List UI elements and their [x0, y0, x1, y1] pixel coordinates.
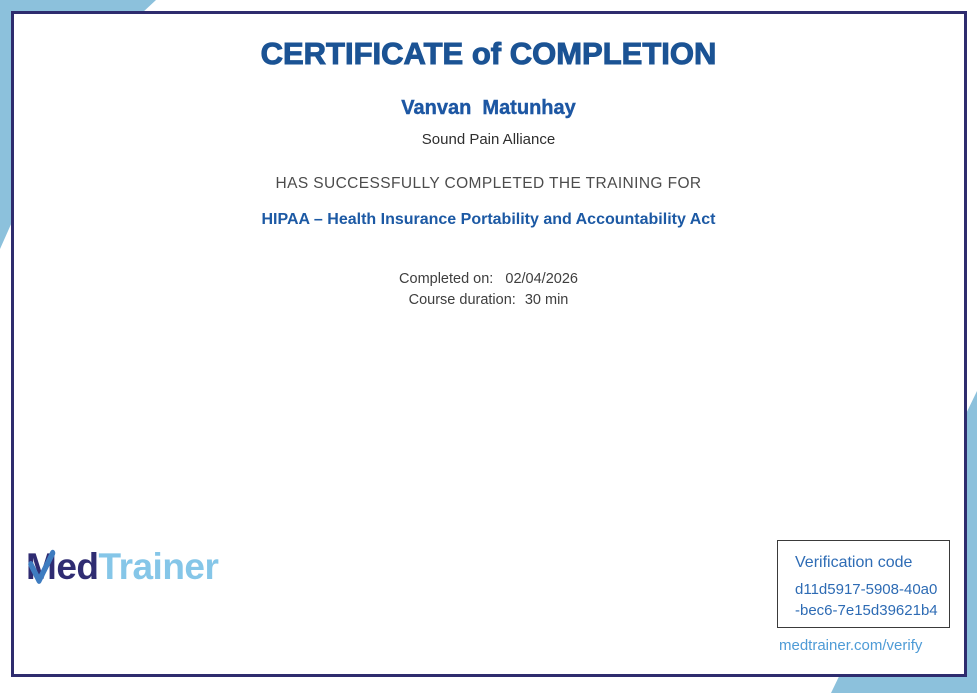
verification-code-box	[777, 540, 950, 628]
recipient-name: Vanvan Matunhay	[401, 97, 576, 119]
medtrainer-logo-trainer-text: Trainer	[98, 546, 219, 587]
course-title: HIPAA – Health Insurance Portability and Accountability Act	[261, 211, 716, 228]
medtrainer-logo-med-text: ed	[56, 546, 99, 587]
verification-code-line2: -bec6-7e15d39621b4	[795, 602, 938, 619]
course-duration-value: 30 min	[524, 292, 569, 308]
medtrainer-logo-m	[26, 548, 56, 587]
verification-code-label: Verification code	[795, 554, 913, 571]
medtrainer-verify-link[interactable]: medtrainer.com/verify	[779, 637, 923, 654]
organization-name: Sound Pain Alliance	[421, 131, 556, 148]
completed-on-label: Completed on:	[399, 271, 494, 287]
completed-on-line	[0, 271, 977, 287]
completion-statement: HAS SUCCESSFULLY COMPLETED THE TRAINING FOR	[275, 175, 702, 192]
medtrainer-logo	[26, 548, 218, 587]
completed-on-value: 02/04/2026	[505, 271, 578, 287]
certificate-title: CERTIFICATE of COMPLETION	[260, 36, 717, 71]
verification-code-value	[795, 579, 949, 621]
course-duration-label: Course duration:	[408, 292, 516, 308]
verification-code-line1: d11d5917-5908-40a0	[795, 581, 938, 598]
course-duration-line	[0, 292, 977, 308]
medtrainer-logo-m-letter: M	[26, 546, 57, 587]
